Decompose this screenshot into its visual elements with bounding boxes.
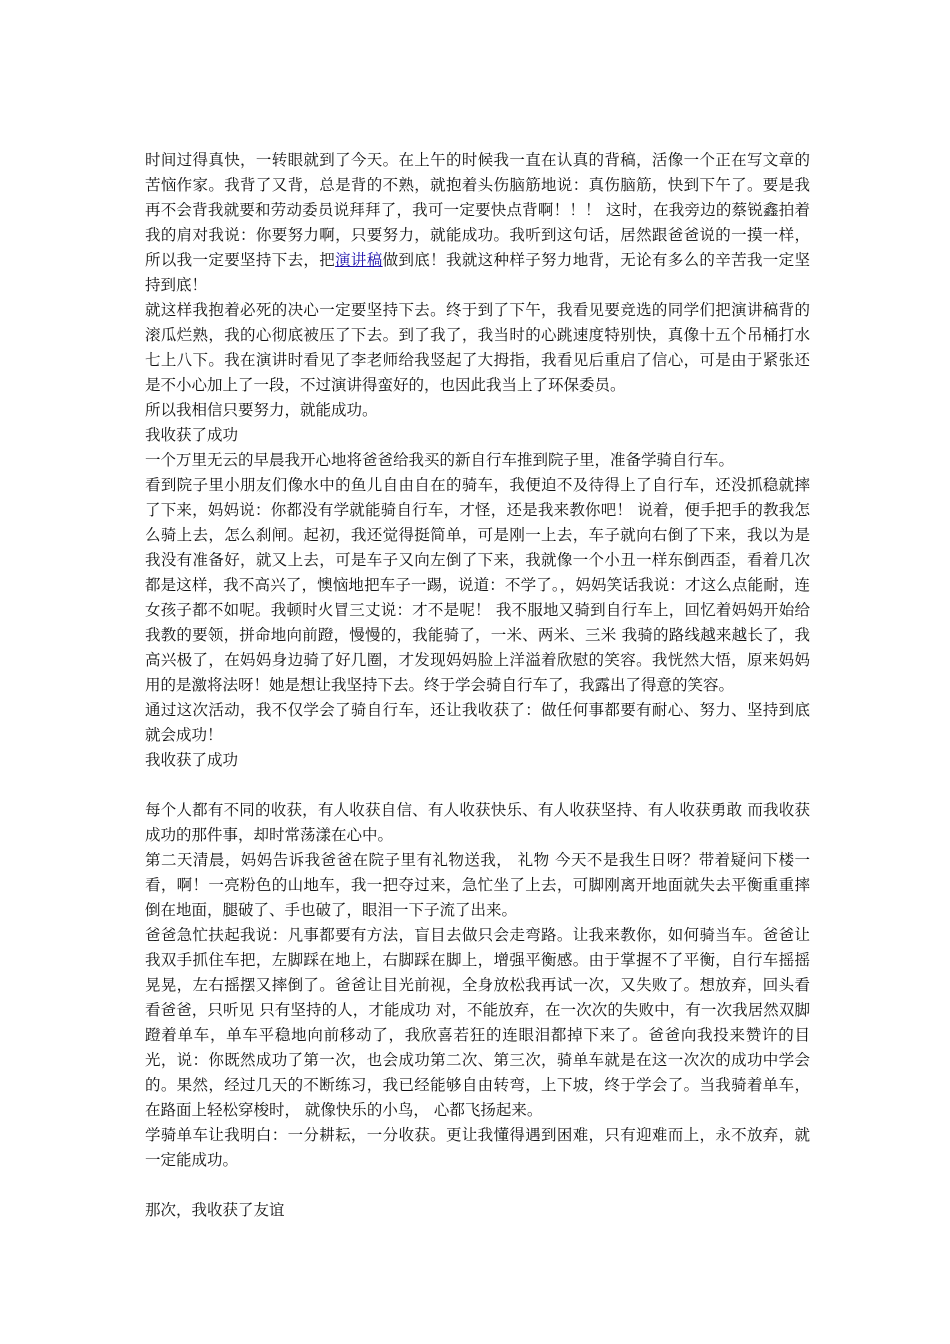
paragraph: 学骑单车让我明白：一分耕耘，一分收获。更让我懂得遇到困难，只有迎难而上，永不放弃，就一定能成功。	[145, 1126, 810, 1169]
blank-line	[145, 1173, 810, 1198]
paragraph: 爸爸急忙扶起我说：凡事都要有方法，盲目去做只会走弯路。让我来教你，如何骑当车。爸爸让我双手抓住车把，左脚踩在地上，右脚踩在脚上，增强平衡感。由于掌握不了平衡，自行车摇摇晃晃，左右摇摆又摔倒了。爸爸让目光前视，全身放松我再试一次，又失败了。想放弃，回头看看爸爸，只听见 只有坚持的人，才能成功 对，不能放弃，在一次次的失败中，有一次我居然双脚蹬着单车，单车平稳地向前移动了，我欣喜若狂的连眼泪都掉下来了。爸爸向我投来赞许的目光，说：你既然成功了第一次，也会成功第二次、第三次，骑单车就是在这一次次的成功中学会的。果然，经过几天的不断练习，我已经能够自由转弯，上下坡，终于学会了。当我骑着单车， 在路面上轻松穿梭时， 就像快乐的小鸟， 心都飞扬起来。	[145, 926, 810, 1119]
paragraph: 一个万里无云的早晨我开心地将爸爸给我买的新自行车推到院子里，准备学骑自行车。	[145, 451, 735, 469]
section-title: 我收获了成功	[145, 751, 239, 769]
speech-draft-link[interactable]: 演讲稿	[335, 251, 383, 269]
paragraph: 看到院子里小朋友们像水中的鱼儿自由自在的骑车，我便迫不及待得上了自行车，还没抓稳就摔了下来，妈妈说：你都没有学就能骑自行车，才怪，还是我来教你吧！ 说着，便手把手的教我怎么骑上去，怎么刹闸。起初，我还觉得挺简单，可是刚一上去，车子就向右倒了下来，我以为是我没有准备好，就又上去，可是车子又向左倒了下来，我就像一个小丑一样东倒西歪，看着几次都是这样，我不高兴了，懊恼地把车子一踢，说道：不学了。，妈妈笑话我说：才这么点能耐，连女孩子都不如呢。我顿时火冒三丈说：才不是呢！ 我不服地又骑到自行车上，回忆着妈妈开始给我教的要领，拼命地向前蹬，慢慢的，我能骑了，一米、两米、三米 我骑的路线越来越长了，我高兴极了，在妈妈身边骑了好几圈，才发现妈妈脸上洋溢着欣慰的笑容。我恍然大悟，原来妈妈用的是激将法呀！她是想让我坚持下去。终于学会骑自行车了，我露出了得意的笑容。	[145, 476, 810, 694]
section-title: 那次，我收获了友谊	[145, 1201, 285, 1219]
paragraph: 每个人都有不同的收获，有人收获自信、有人收获快乐、有人收获坚持、有人收获勇敢 而我收获成功的那件事，却时常荡漾在心中。	[145, 801, 810, 844]
text-run: 时间过得真快，一转眼就到了今天。在上午的时候我一直在认真的背稿，活像一个正在写文章的苦恼作家。我背了又背，总是背的不熟，就抱着头伤脑筋地说：真伤脑筋，快到下午了。要是我再不会背我就要和劳动委员说拜拜了，我可一定要快点背啊！！！ 这时，在我旁边的蔡锐鑫拍着我的肩对我说：你要努力啊，只要努力，就能成功。我听到这句话，居然跟爸爸说的一摸一样，所以我一定要坚持下去，把	[145, 151, 810, 269]
paragraph: 所以我相信只要努力，就能成功。	[145, 401, 378, 419]
blank-line	[145, 773, 810, 798]
paragraph: 通过这次活动，我不仅学会了骑自行车，还让我收获了：做任何事都要有耐心、努力、坚持到底就会成功！	[145, 701, 810, 744]
paragraph: 就这样我抱着必死的决心一定要坚持下去。终于到了下午，我看见要竞选的同学们把演讲稿背的滚瓜烂熟，我的心彻底被压了下去。到了我了，我当时的心跳速度特别快，真像十五个吊桶打水 七上八下。我在演讲时看见了李老师给我竖起了大拇指，我看见后重启了信心，可是由于紧张还是不小心加上了一段，不过演讲得蛮好的，也因此我当上了环保委员。	[145, 301, 810, 394]
document-body	[145, 148, 810, 1223]
section-title: 我收获了成功	[145, 426, 239, 444]
paragraph	[145, 148, 810, 298]
text-run: 做到底！我就这种样子努力地背，无论有多么的辛苦我一定坚持到底！	[145, 251, 810, 294]
paragraph: 第二天清晨，妈妈告诉我爸爸在院子里有礼物送我， 礼物 今天不是我生日呀？带着疑问下楼一看，啊！一亮粉色的山地车，我一把夺过来，急忙坐了上去，可脚刚离开地面就失去平衡重重摔倒在地面，腿破了、手也破了，眼泪一下子流了出来。	[145, 851, 810, 919]
